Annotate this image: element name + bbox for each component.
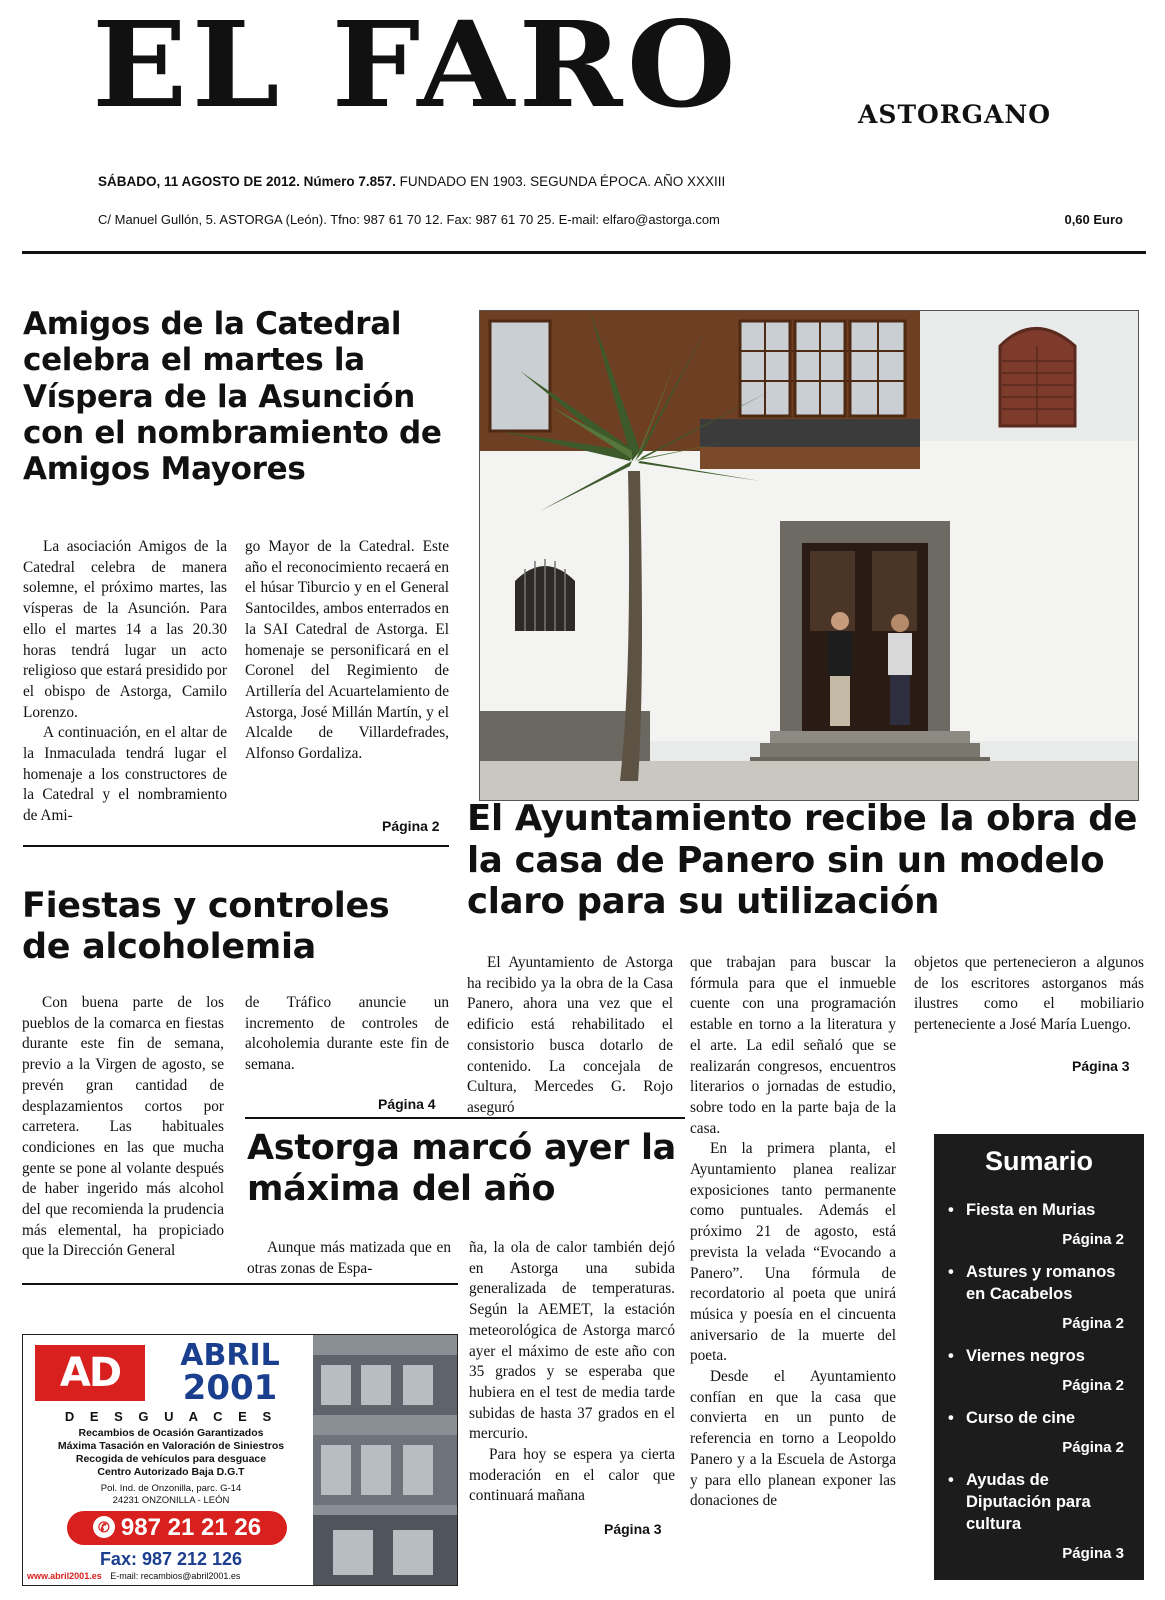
paragraph: de Tráfico anuncie un incremento de controles de alcoholemia durante este fin de semana.: [245, 994, 449, 1074]
sumario-item-page: Página 2: [1062, 1231, 1124, 1248]
body-amigos-col1: [23, 537, 227, 837]
body-calor-col1: [247, 1238, 451, 1282]
sumario-item-label: Fiesta en Murias: [966, 1201, 1096, 1219]
body-panero-col1: [467, 953, 673, 1119]
dateline-date: SÁBADO, 11 AGOSTO DE 2012. Número 7.857.: [98, 174, 396, 189]
sumario-item: [948, 1345, 1138, 1397]
page-ref-panero: Página 3: [1072, 1058, 1130, 1074]
sumario-item-page: Página 3: [1062, 1545, 1124, 1562]
paragraph: Para hoy se espera ya cierta moderación en el calor que continuará mañana: [469, 1446, 675, 1505]
casa-panero-photo-illustration: [480, 311, 1139, 801]
sumario-item: [948, 1261, 1138, 1335]
body-panero-col3: [914, 953, 1144, 1057]
paragraph: La asociación Amigos de la Catedral celebra de manera solemne, el próximo martes, las vísperas de la Asunción. Para ello el martes 14 a las 20.30 horas tendrá lugar un acto religioso que estará presidido por el obispo de Astorga, Camilo Lorenzo.: [23, 538, 227, 721]
ad-contact: [27, 1571, 327, 1581]
ad-line: Recambios de Ocasión Garantizados: [78, 1427, 264, 1439]
sumario-item-page: Página 2: [1062, 1439, 1124, 1456]
body-fiestas-col1: [22, 993, 224, 1279]
body-panero-col2: [690, 953, 896, 1543]
bullet-icon: •: [948, 1347, 954, 1365]
paragraph: Desde el Ayuntamiento confían en que la casa que convierta en un punto de referencia en torno a Leopoldo Panero y a la Escuela de Astorga y para ello planean exponer las donaciones de: [690, 1368, 896, 1510]
sumario-item-label: Viernes negros: [966, 1347, 1085, 1365]
paragraph: ña, la ola de calor también dejó en Astorga una subida generalizada de temperaturas. Según la AEMET, la estación meteorológica de Astorga marcó ayer el máximo de este año con 35 grados y se esperaba que hubiera en el test de media tarde subidas de hasta 37 grados en el mercurio.: [469, 1239, 675, 1443]
ad-line: Recogida de vehículos para desguace: [75, 1453, 267, 1465]
warehouse-photo: [313, 1335, 458, 1586]
dateline: [98, 174, 725, 189]
paragraph: go Mayor de la Catedral. Este año el reconocimiento recaerá en el húsar Tiburcio y en el General Santocildes, ambos enterrados en la SAI Catedral de Astorga. El homenaje se personificará en el Coronel del Regimiento de Artillería del Acuartelamiento de Astorga, José Millán Martín, y el Alcalde de Villardefrades, Alfonso Gordaliza.: [245, 538, 449, 763]
ad-brand-line1: ABRIL: [180, 1338, 280, 1373]
page-ref-fiestas: Página 4: [378, 1096, 436, 1112]
ad-brand-line2: 2001: [182, 1368, 278, 1408]
paragraph: Con buena parte de los pueblos de la comarca en fiestas durante este fin de semana, previo a la Virgen de agosto, se prevén gran cantidad de desplazamientos cortos por carretera. Las habituales condiciones en las que mucha gente se pone al volante después de haber ingerido más alcohol del que recomienda la prudencia más elemental, ha propiciado que la Dirección General: [22, 994, 224, 1260]
price: 0,60 Euro: [1064, 212, 1123, 227]
ad-services: [31, 1427, 311, 1479]
sumario-item: [948, 1199, 1138, 1251]
address-line: C/ Manuel Gullón, 5. ASTORGA (León). Tfno: 987 61 70 12. Fax: 987 61 70 25. E-mail: elfaro@astorga.com: [98, 212, 720, 227]
paragraph: que trabajan para buscar la fórmula para que el inmueble cuente con una programación estable en torno a la literatura y el arte. La edil señaló que se realizarán congresos, encuentros literarios o jornadas de estudio, sobre todo en la parte baja de la casa.: [690, 954, 896, 1137]
section-rule: [23, 845, 449, 847]
sumario-item-label: Astures y romanos en Cacabelos: [966, 1263, 1116, 1303]
page-ref-amigos: Página 2: [382, 818, 440, 834]
headline-amigos: Amigos de la Catedral celebra el martes la Víspera de la Asunción con el nombramiento de Amigos Mayores: [23, 306, 442, 488]
newspaper-subtitle: ASTORGANO: [858, 100, 1051, 129]
body-fiestas-col2: [245, 993, 449, 1083]
bullet-icon: •: [948, 1409, 954, 1427]
photo-casa-panero: [479, 310, 1139, 801]
ad-line: Máxima Tasación en Valoración de Siniestros: [57, 1440, 285, 1452]
bullet-icon: •: [948, 1263, 954, 1281]
ad-phone-box: [67, 1511, 287, 1545]
paragraph: En la primera planta, el Ayuntamiento planea realizar exposiciones tanto permanente como puntuales. Además el próximo 21 de agosto, está prevista la velada “Evocando a Panero”. Una fórmula de recordatorio al poeta que unirá música y poesía en el cincuenta aniversario de la muerte del poeta.: [690, 1140, 896, 1365]
ad-address-line: 24231 ONZONILLA - LEÓN: [112, 1495, 230, 1506]
headline-calor: Astorga marcó ayer la máxima del año: [247, 1128, 676, 1209]
advertisement-abril2001: [22, 1334, 458, 1586]
paragraph: El Ayuntamiento de Astorga ha recibido ya la obra de la Casa Panero, ahora una vez que el edificio está rehabilitado el consistorio busca dotarlo de contenido. La concejala de Cultura, Mercedes G. Rojo aseguró: [467, 954, 673, 1116]
body-amigos-col2: [245, 537, 449, 799]
ad-address-line: Pol. Ind. de Onzonilla, parc. G-14: [100, 1483, 242, 1494]
ad-email: E-mail: recambios@abril2001.es: [110, 1571, 241, 1581]
sumario-item-page: Página 2: [1062, 1315, 1124, 1332]
page-ref-calor: Página 3: [604, 1521, 662, 1537]
ad-brand: [155, 1338, 305, 1408]
sumario-item: [948, 1469, 1138, 1565]
dateline-founding: FUNDADO EN 1903. SEGUNDA ÉPOCA. AÑO XXXIII: [395, 174, 726, 189]
phone-icon: ✆: [93, 1516, 115, 1538]
ad-logo: AD: [35, 1345, 145, 1401]
sumario-box: [934, 1134, 1144, 1580]
paragraph: objetos que pertenecieron a algunos de los escritores astorganos más ilustres como el mobiliario perteneciente a José María Luengo.: [914, 954, 1144, 1034]
ad-fax: Fax: 987 212 126: [99, 1549, 243, 1569]
ad-category: D E S G U A C E S: [64, 1409, 278, 1424]
ad-phone: 987 21 21 26: [120, 1514, 262, 1541]
sumario-title: Sumario: [984, 1146, 1094, 1176]
bullet-icon: •: [948, 1471, 954, 1489]
headline-fiestas: Fiestas y controles de alcoholemia: [22, 886, 390, 967]
newspaper-title: EL FARO: [92, 0, 740, 134]
bullet-icon: •: [948, 1201, 954, 1219]
section-rule: [22, 1283, 458, 1285]
masthead-rule: [22, 251, 1146, 254]
body-calor-col2: [469, 1238, 675, 1528]
ad-line: Centro Autorizado Baja D.G.T: [97, 1466, 245, 1478]
paragraph: Aunque más matizada que en otras zonas de Espa-: [247, 1239, 451, 1277]
paragraph: A continuación, en el altar de la Inmaculada tendrá lugar el homenaje a los constructores de la Catedral y el nombramiento de Ami-: [23, 724, 227, 825]
sumario-item-label: Ayudas de Diputación para cultura: [966, 1471, 1091, 1533]
headline-panero: El Ayuntamiento recibe la obra de la casa de Panero sin un modelo claro para su utilización: [467, 798, 1138, 923]
ad-address: [31, 1483, 311, 1507]
sumario-item: [948, 1407, 1138, 1459]
sumario-item-label: Curso de cine: [966, 1409, 1076, 1427]
sumario-item-page: Página 2: [1062, 1377, 1124, 1394]
ad-web: www.abril2001.es: [27, 1571, 102, 1581]
